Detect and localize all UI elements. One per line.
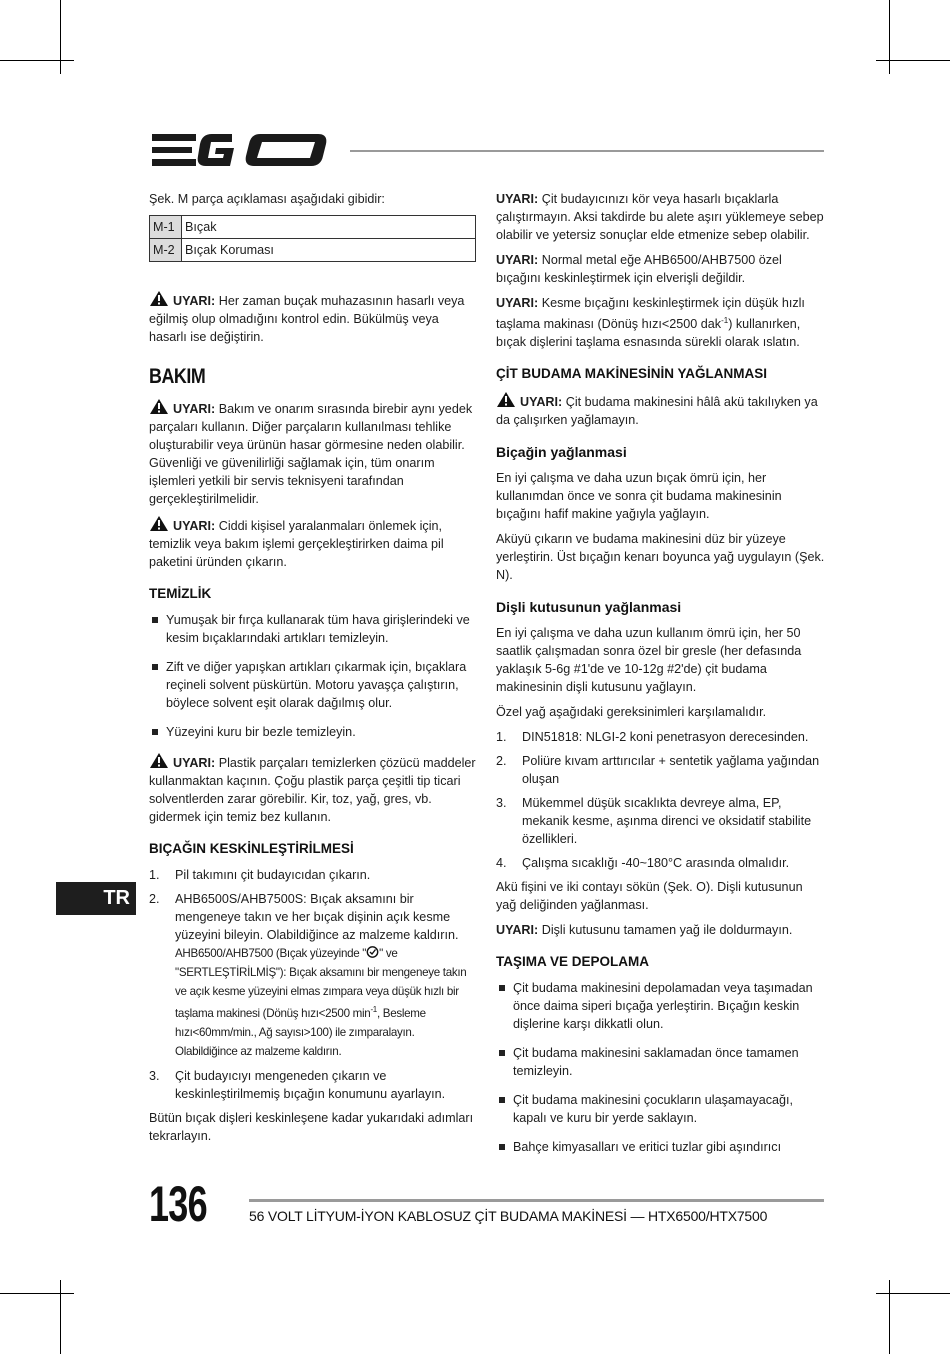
right-column: [496, 190, 826, 1167]
crop-mark: [0, 1293, 74, 1294]
paragraph: Akü fişini ve iki contayı sökün (Şek. O). Dişli kutusunun yağ deliğinden yağlanması.: [496, 880, 803, 913]
warning-text: Her zaman buçak muhazasının hasarlı veya eğilmiş olup olmadığını kontrol edin. Bükülmüş veya hasarlı ise değiştirin.: [149, 294, 465, 344]
warning-label: UYARI:: [173, 294, 216, 308]
warning-paragraph: [149, 290, 476, 346]
warning-icon: [149, 398, 169, 415]
parts-table: [149, 215, 476, 262]
superscript: -1: [721, 316, 729, 325]
warning-icon: [149, 752, 169, 769]
warning-paragraph: [496, 190, 826, 244]
crop-mark: [60, 1280, 61, 1354]
step-number: 1.: [149, 868, 160, 882]
blade-lube-heading: Biçağin yağlanmasi: [496, 444, 627, 461]
warning-text: Normal metal eğe AHB6500/AHB7500 özel bıçağını keskinleştirmek için elverişli değildir.: [496, 253, 782, 285]
parts-intro: Şek. M parça açıklaması aşağıdaki gibidir:: [149, 192, 385, 206]
step-text: Çalışma sıcaklığı -40~180°C arasında olmalıdır.: [522, 856, 790, 871]
list-item: Yumuşak bir fırça kullanarak tüm hava girişlerindeki ve kesim bıçaklarındaki artıkları temizleyin.: [149, 611, 476, 647]
warning-paragraph: [496, 294, 826, 351]
warning-paragraph: [496, 391, 826, 429]
crop-mark: [889, 0, 890, 74]
language-tab: TR: [56, 882, 136, 915]
gear-requirements: [496, 728, 826, 872]
list-item: [149, 1067, 476, 1103]
footer-title: 56 VOLT LİTYUM-İYON KABLOSUZ ÇİT BUDAMA MAKİNESİ — HTX6500/HTX7500: [249, 1208, 768, 1224]
list-item: [496, 752, 826, 788]
left-column: [149, 190, 476, 1152]
list-item: Zift ve diğer yapışkan artıkları çıkarmak için, bıçaklara reçineli solvent püskürtün. Motoru yavaşça çalıştırın, böylece solvent eşit olarak dağılmış olur.: [149, 658, 476, 712]
step-number: 3.: [149, 1068, 160, 1083]
step-text: Poliüre kıvam arttırıcılar + sentetik yağlama yağından oluşan: [522, 754, 820, 787]
warning-text: ) kullanırken, bıçak dişlerini taşlama esnasında sürekli olarak ıslatın.: [496, 317, 801, 350]
list-item: Çit budama makinesini saklamadan önce tamamen temizleyin.: [496, 1044, 826, 1080]
crop-mark: [889, 1280, 890, 1354]
sharpen-heading: BIÇAĞIN KESKİNLEŞTİRİLMESİ: [149, 841, 354, 856]
warning-paragraph: [496, 251, 826, 287]
list-item: [496, 794, 826, 848]
list-item: Yüzeyini kuru bir bezle temizleyin.: [149, 723, 476, 741]
list-item: Çit budama makinesini çocukların ulaşamayacağı, kapalı ve kuru bir yerde saklayın.: [496, 1091, 826, 1127]
list-item: [149, 866, 476, 884]
step-detail-c: , Besleme hızı<60mm/min., Ağ sayısı>100) ile zımparalayın. Olabildiğince az malzeme kaldırın.: [175, 1006, 426, 1058]
step-text: DIN51818: NLGI-2 koni penetrasyon derecesinden.: [522, 730, 809, 745]
warning-text: Plastik parçaları temizlerken çözücü maddeler kullanmaktan kaçının. Çoğu plastik parça çeşitli tip ticari solventlerden zarar görebilir. Kir, toz, yağ, gres, vb. gidermek için temiz bez kullanın.: [149, 756, 476, 824]
paragraph: Özel yağ aşağıdaki gereksinimleri karşılamalıdır.: [496, 705, 767, 720]
step-detail-a: AHB6500/AHB7500 (Bıçak yüzeyinde ": [175, 947, 367, 960]
warning-paragraph: [149, 752, 476, 826]
paragraph: En iyi çalışma ve daha uzun kullanım ömrü için, her 50 saatlik çalışmadan sonra özel bir gresle (her defasında yaklaşık 5-6g #1'de ve 10-12g #2'de) çit budama makinesinin dişli kutusunu yağlayın.: [496, 626, 802, 695]
ego-logo: [150, 128, 332, 172]
warning-label: UYARI:: [520, 395, 563, 410]
footer-rule: [249, 1199, 824, 1202]
step-number: 1.: [496, 730, 507, 745]
list-item: [496, 854, 826, 872]
crop-mark: [876, 60, 950, 61]
sharpen-steps: [149, 866, 476, 1103]
step-text: AHB6500S/AHB7500S: Bıçak aksamını bir mengeneye takın ve her bıçak dişinin açık kesme yüzeyini bileyin. Olabildiğince az malzeme kaldırın.: [175, 892, 459, 942]
list-item: Çit budama makinesini depolamadan veya taşımadan önce daima siperi bıçağa yerleştirin. Bıçağın keskin dişlerine karşı dikkatli olun.: [496, 979, 826, 1033]
warning-label: UYARI:: [496, 296, 539, 310]
step-detail-b: " ve "SERTLEŞTİRİLMİŞ"): Bıçak aksamını bir mengeneye takın ve açık kesme yüzeyini elmas zımpara veya düşük hızlı bir taşlama makinesi (Dönüş hızı<2500 min: [175, 947, 467, 1020]
list-item: Bahçe kimyasalları ve eritici tuzlar gibi aşındırıcı: [496, 1138, 826, 1156]
lube-heading: ÇİT BUDAMA MAKİNESİNİN YAĞLANMASI: [496, 366, 768, 382]
warning-paragraph: [496, 921, 826, 939]
header-rule: [350, 150, 824, 152]
step-text: Pil takımını çit budayıcıdan çıkarın.: [175, 868, 371, 882]
warning-paragraph: [149, 398, 476, 508]
warning-text: Çit budama makinesini hâlâ akü takılıyken ya da çalışırken yağlamayın.: [496, 395, 818, 428]
warning-label: UYARI:: [496, 923, 539, 938]
warning-label: UYARI:: [173, 519, 216, 533]
warning-text: Dişli kutusunu tamamen yağ ile doldurmayın.: [538, 923, 793, 938]
table-row: [150, 239, 476, 262]
hardened-symbol-icon: [366, 946, 379, 958]
step-number: 2.: [149, 892, 160, 906]
temizlik-list: [149, 611, 476, 741]
gear-heading: Dişli kutusunun yağlanmasi: [496, 599, 682, 616]
warning-icon: [149, 515, 169, 532]
warning-label: UYARI:: [173, 402, 216, 416]
list-item: [496, 728, 826, 746]
step-detail: [175, 947, 466, 1058]
warning-icon: [149, 290, 169, 307]
sharpen-outro: Bütün bıçak dişleri keskinleşene kadar yukarıdaki adımları tekrarlayın.: [149, 1110, 474, 1143]
part-name: Bıçak Koruması: [182, 239, 476, 262]
part-code: M-2: [150, 239, 182, 262]
crop-mark: [60, 0, 61, 74]
warning-icon: [496, 391, 516, 408]
warning-text: Ciddi kişisel yaralanmaları önlemek için, temizlik veya bakım işlemi gerçekleştirirken daima pil paketini üründen çıkarın.: [149, 519, 444, 569]
page-number: 136: [149, 1176, 207, 1232]
table-row: [150, 216, 476, 239]
list-item: [149, 890, 476, 1061]
bakim-heading: BAKIM: [149, 365, 206, 388]
superscript: -1: [370, 1005, 377, 1014]
crop-mark: [0, 60, 74, 61]
temizlik-heading: TEMİZLİK: [149, 586, 212, 601]
warning-text: Çit budayıcınızı kör veya hasarlı bıçaklarla çalıştırmayın. Aksi takdirde bu alete aşırı yüklemeye sebep olabilir ve yetersiz sonuçlar elde etmenize sebep olabilir.: [496, 192, 824, 242]
step-text: Çit budayıcıyı mengeneden çıkarın ve keskinleştirilmemiş bıçağın konumunu ayarlayın.: [175, 1068, 446, 1101]
storage-list: [496, 979, 826, 1156]
crop-mark: [876, 1293, 950, 1294]
warning-label: UYARI:: [496, 253, 539, 267]
warning-label: UYARI:: [173, 756, 216, 770]
paragraph: En iyi çalışma ve daha uzun bıçak ömrü için, her kullanımdan önce ve sonra çit budama makinesinin bıçağını hafif makine yağıyla yağlayın.: [496, 471, 782, 522]
step-number: 4.: [496, 856, 507, 871]
part-code: M-1: [150, 216, 182, 239]
warning-text: Kesme bıçağını keskinleştirmek için düşük hızlı taşlama makinası (Dönüş hızı<2500 dak: [496, 296, 805, 332]
step-number: 2.: [496, 754, 507, 769]
warning-text: Bakım ve onarım sırasında birebir aynı yedek parçaları kullanın. Diğer parçaların kullanılması tehlike oluşturabilir veya ürünün hasar görmesine neden olabilir. Güvenliği ve güvenilirliği sağlamak için, tüm onarım işlemleri yetkili bir servis teknisyeni tarafından gerçekleştirilmelidir.: [149, 402, 473, 506]
storage-heading: TAŞIMA VE DEPOLAMA: [496, 954, 650, 970]
step-text: Mükemmel düşük sıcaklıkta devreye alma, EP, mekanik kesme, aşınma direnci ve oksidatif stabilite özellikleri.: [522, 796, 812, 847]
warning-label: UYARI:: [496, 192, 539, 206]
part-name: Bıçak: [182, 216, 476, 239]
step-number: 3.: [496, 796, 507, 811]
paragraph: Aküyü çıkarın ve budama makinesini düz bir yüzeye yerleştirin. Üst bıçağın kenarı boyunca yağ uygulayın (Şek. N).: [496, 532, 825, 583]
warning-paragraph: [149, 515, 476, 571]
